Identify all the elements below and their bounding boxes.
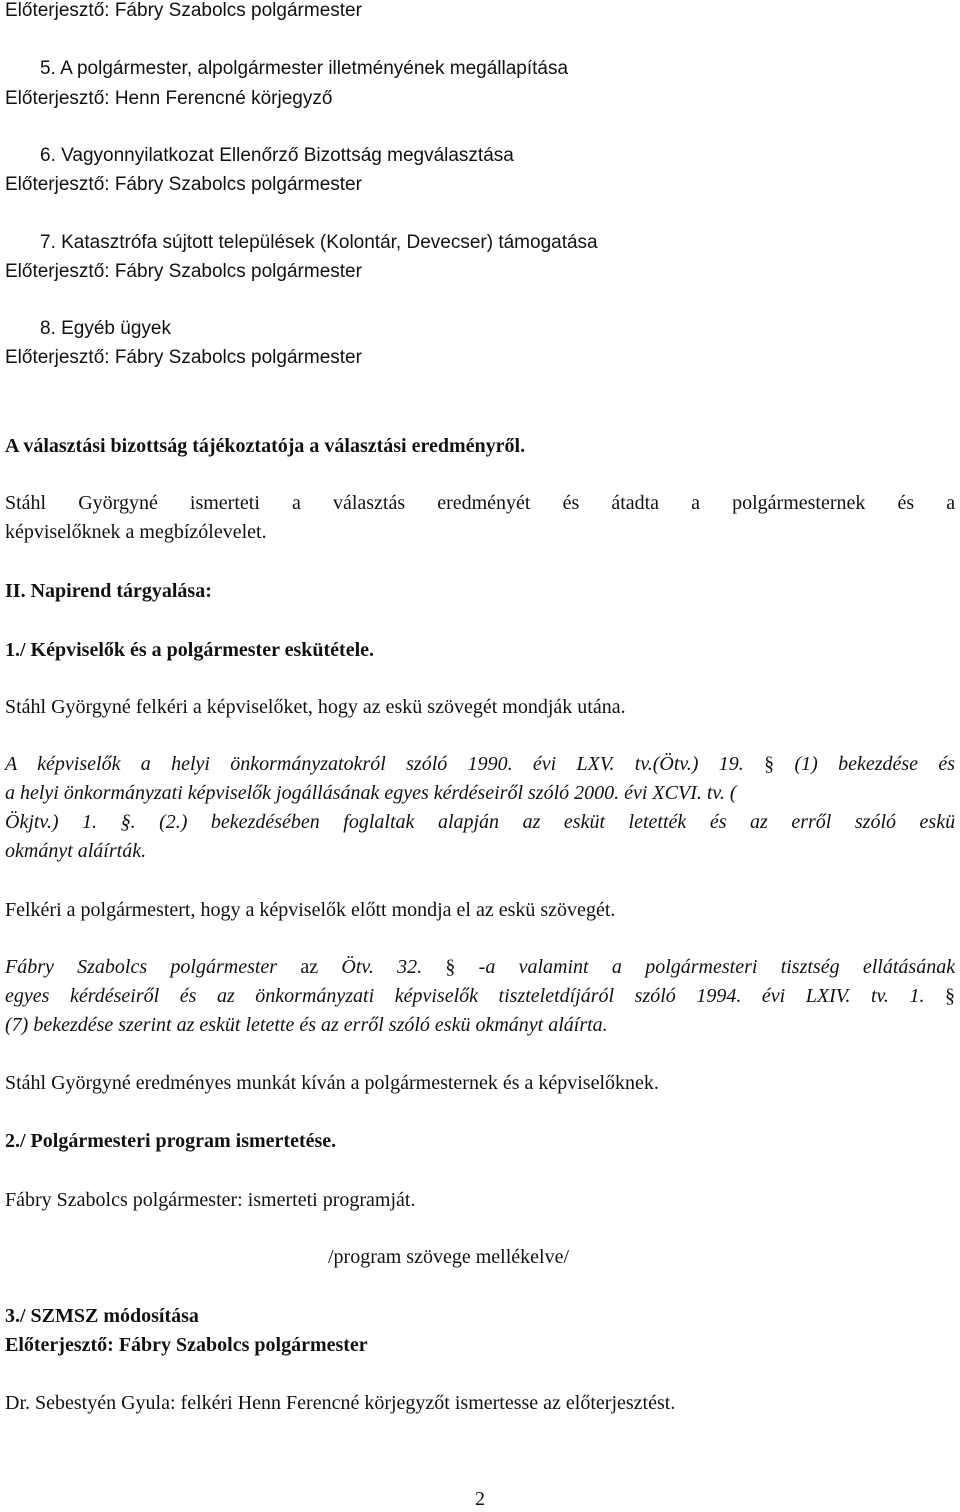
word: polgármesteri [645, 956, 758, 978]
word: átadta [611, 492, 660, 514]
legal-line-2: a helyi önkormányzati képviselők jogállásának egyes kérdéseiről szóló 2000. évi XCVI. tv. ( [5, 782, 737, 804]
word: és [562, 492, 580, 514]
legal-line-1 [5, 751, 955, 777]
word: tisztség [780, 956, 840, 978]
item6-presenter: Előterjesztő: Fábry Szabolcs polgármester [5, 174, 362, 195]
legal-text: A képviselők a helyi önkormányzatokról szóló 1990. évi LXV. tv.(Ötv.) [5, 753, 699, 775]
word: letették [628, 811, 687, 833]
word: eredményét [437, 492, 531, 514]
word: §. (2.) bekezdésében [120, 811, 320, 833]
item7-presenter: Előterjesztő: Fábry Szabolcs polgármester [5, 261, 362, 282]
legal-line-4: okmányt aláírták. [5, 840, 147, 862]
word: választás [332, 492, 406, 514]
section-sign: § [945, 985, 956, 1007]
word: eskü [919, 811, 956, 833]
mayor-line-2 [5, 983, 955, 1009]
word: Stáhl [5, 492, 47, 514]
word: a [291, 492, 301, 514]
mayor-line-3: (7) bekezdése szerint az esküt letette és az erről szóló eskü okmányt aláírta. [5, 1014, 608, 1036]
word: Ötv. [341, 956, 374, 978]
word: és [897, 492, 915, 514]
word: 32. [397, 956, 423, 978]
smsz-presenter: Előterjesztő: Fábry Szabolcs polgármester [5, 1334, 368, 1356]
oath-request: Stáhl Györgyné felkéri a képviselőket, hogy az eskü szövegét mondják utána. [5, 696, 626, 718]
item4-presenter: Előterjesztő: Fábry Szabolcs polgármester [5, 0, 362, 21]
word: polgármesternek [732, 492, 866, 514]
item6-title: 6. Vagyonnyilatkozat Ellenőrző Bizottság megválasztása [40, 145, 514, 166]
word: foglaltak [343, 811, 415, 833]
word: ismerteti [189, 492, 260, 514]
word: alapján [437, 811, 500, 833]
word: szóló [854, 811, 896, 833]
item7-title: 7. Katasztrófa sújtott települések (Kolontár, Devecser) támogatása [40, 232, 598, 253]
legal-line-3 [5, 809, 955, 835]
section-sign: § [445, 956, 456, 978]
oath-heading: 1./ Képviselők és a polgármester eskütétele. [5, 639, 375, 661]
word: az [300, 956, 319, 978]
word: Györgyné [78, 492, 158, 514]
program-text: Fábry Szabolcs polgármester: ismerteti programját. [5, 1189, 416, 1211]
item5-title: 5. A polgármester, alpolgármester illetményének megállapítása [40, 58, 569, 79]
legal-text: egyes kérdéseiről és az önkormányzati képviselők tiszteletdíjáról szóló 1994. évi LXIV. [5, 985, 851, 1007]
word: valamint [518, 956, 589, 978]
word: és [709, 811, 727, 833]
word: tv. [870, 985, 889, 1007]
item8-presenter: Előterjesztő: Fábry Szabolcs polgármester [5, 347, 362, 368]
legal-text: (1) bekezdése és [794, 753, 956, 775]
mayor-line-1 [5, 954, 955, 980]
section-sign: § [764, 753, 775, 775]
mayor-request: Felkéri a polgármestert, hogy a képviselők előtt mondja el az eskü szövegét. [5, 899, 616, 921]
election-line-2: képviselőknek a megbízólevelet. [5, 521, 267, 543]
election-heading: A választási bizottság tájékoztatója a választási eredményről. [5, 435, 526, 457]
program-heading: 2./ Polgármesteri program ismertetése. [5, 1130, 337, 1152]
wishes-text: Stáhl Györgyné eredményes munkát kíván a polgármesternek és a képviselőknek. [5, 1072, 659, 1094]
word: ellátásának [862, 956, 956, 978]
agenda-discussion-heading: II. Napirend tárgyalása: [5, 580, 212, 602]
word: esküt [563, 811, 606, 833]
election-line-1 [5, 490, 955, 516]
word: 1. [82, 811, 98, 833]
word: az [522, 811, 541, 833]
mayor-name: Fábry Szabolcs polgármester [5, 956, 278, 978]
legal-text: 19. [718, 753, 744, 775]
word: 1. [909, 985, 925, 1007]
word: a [691, 492, 701, 514]
item5-presenter: Előterjesztő: Henn Ferencné körjegyző [5, 88, 333, 109]
page-number: 2 [475, 1488, 485, 1510]
item8-title: 8. Egyéb ügyek [40, 318, 171, 339]
program-attachment-note: /program szövege mellékelve/ [328, 1246, 570, 1268]
smsz-text: Dr. Sebestyén Gyula: felkéri Henn Ferencné körjegyzőt ismertesse az előterjesztést. [5, 1392, 676, 1414]
smsz-heading: 3./ SZMSZ módosítása [5, 1305, 199, 1327]
word: Ökjtv.) [5, 811, 59, 833]
word: a [611, 956, 622, 978]
word: -a [478, 956, 496, 978]
word: erről [791, 811, 832, 833]
word: az [750, 811, 768, 833]
word: a [946, 492, 956, 514]
